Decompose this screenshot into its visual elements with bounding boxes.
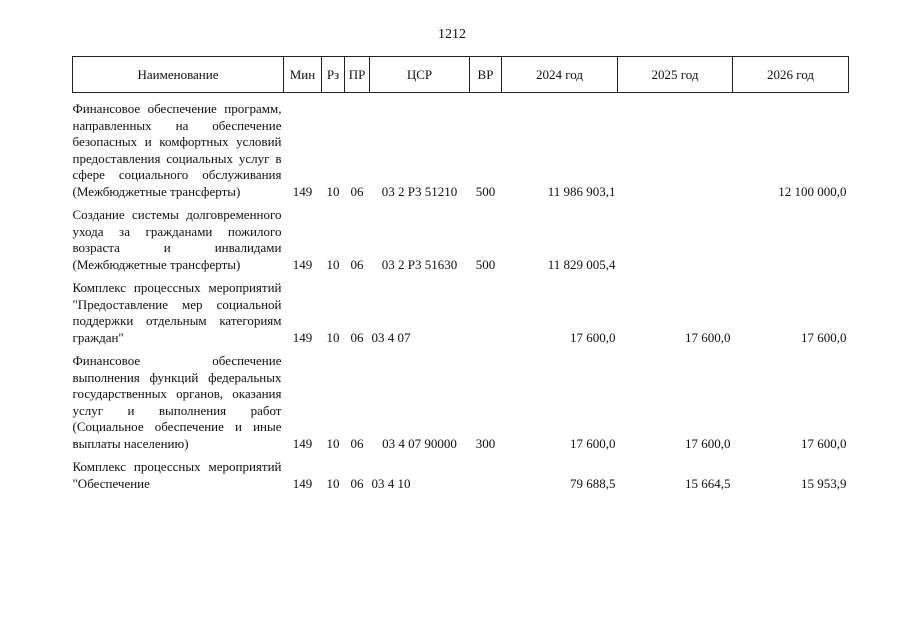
row-2026: 17 600,0 bbox=[801, 435, 847, 451]
row-csr: 03 2 Р3 51210 bbox=[381, 183, 458, 199]
row-vr bbox=[470, 459, 502, 499]
row-2026: 12 100 000,0 bbox=[778, 183, 847, 199]
row-pr: 06 bbox=[350, 475, 364, 491]
row-vr: 500 bbox=[475, 256, 496, 272]
row-vr: 300 bbox=[475, 435, 496, 451]
row-2024: 17 600,0 bbox=[570, 329, 616, 345]
table-header-row bbox=[73, 57, 849, 93]
row-min: 149 bbox=[292, 183, 313, 199]
header-csr: ЦСР bbox=[370, 57, 470, 93]
table-row bbox=[73, 207, 849, 280]
row-min: 149 bbox=[292, 329, 313, 345]
row-rz: 10 bbox=[326, 329, 340, 345]
table-row bbox=[73, 353, 849, 459]
table-row bbox=[73, 280, 849, 353]
header-rz: Рз bbox=[322, 57, 345, 93]
row-csr: 03 2 Р3 51630 bbox=[381, 256, 458, 272]
row-vr: 500 bbox=[475, 183, 496, 199]
row-csr: 03 4 10 bbox=[371, 475, 411, 491]
row-rz: 10 bbox=[326, 256, 340, 272]
row-vr bbox=[470, 280, 502, 353]
row-2026 bbox=[733, 207, 849, 280]
header-name: Наименование bbox=[73, 57, 284, 93]
table-row bbox=[73, 459, 849, 499]
row-2025: 17 600,0 bbox=[685, 435, 731, 451]
row-2025: 15 664,5 bbox=[685, 475, 731, 491]
row-pr: 06 bbox=[350, 435, 364, 451]
row-2024: 79 688,5 bbox=[570, 475, 616, 491]
row-name: Финансовое обеспечение выполнения функций федеральных государственных органов, оказания услуг и выполнения работ (Социальное обеспечение и иные выплаты населению) bbox=[72, 353, 282, 451]
header-2026: 2026 год bbox=[733, 57, 849, 93]
row-rz: 10 bbox=[326, 475, 340, 491]
row-min: 149 bbox=[292, 435, 313, 451]
header-2024: 2024 год bbox=[502, 57, 618, 93]
row-2026: 15 953,9 bbox=[801, 475, 847, 491]
page-number: 1212 bbox=[438, 27, 466, 42]
row-name: Создание системы долговременного ухода за гражданами пожилого возраста и инвалидами (Межбюджетные трансферты) bbox=[72, 207, 282, 272]
row-2025 bbox=[618, 207, 733, 280]
row-rz: 10 bbox=[326, 435, 340, 451]
budget-table bbox=[72, 56, 849, 499]
row-min: 149 bbox=[292, 475, 313, 491]
row-name: Комплекс процессных мероприятий "Предоставление мер социальной поддержки отдельным категориям граждан" bbox=[72, 280, 282, 345]
row-2024: 17 600,0 bbox=[570, 435, 616, 451]
row-csr: 03 4 07 90000 bbox=[382, 435, 457, 451]
row-pr: 06 bbox=[350, 256, 364, 272]
row-2025: 17 600,0 bbox=[685, 329, 731, 345]
header-2025: 2025 год bbox=[618, 57, 733, 93]
row-2026: 17 600,0 bbox=[801, 329, 847, 345]
row-2025 bbox=[618, 93, 733, 208]
row-csr: 03 4 07 bbox=[371, 329, 411, 345]
table-row bbox=[73, 93, 849, 208]
row-rz: 10 bbox=[326, 183, 340, 199]
row-name: Финансовое обеспечение программ, направленных на обеспечение безопасных и комфортных условий предоставления социальных услуг в сфере социального обслуживания (Межбюджетные трансферты) bbox=[72, 101, 282, 199]
row-pr: 06 bbox=[350, 183, 364, 199]
row-2024: 11 986 903,1 bbox=[547, 183, 616, 199]
row-pr: 06 bbox=[350, 329, 364, 345]
row-2024: 11 829 005,4 bbox=[547, 256, 616, 272]
row-name: Комплекс процессных мероприятий "Обеспечение bbox=[72, 459, 282, 491]
header-vr: ВР bbox=[470, 57, 502, 93]
header-min: Мин bbox=[284, 57, 322, 93]
header-pr: ПР bbox=[345, 57, 370, 93]
row-min: 149 bbox=[292, 256, 313, 272]
